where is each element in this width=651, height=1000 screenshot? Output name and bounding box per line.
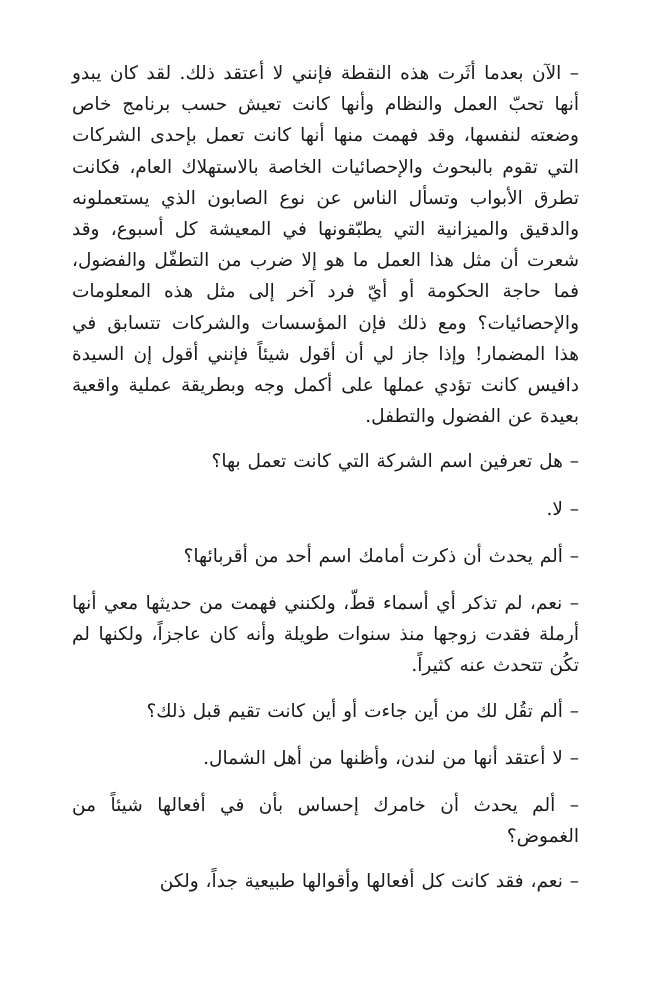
paragraph-4: – ألم يحدث أن ذكرت أمامك اسم أحد من أقربائها؟ [183,545,579,567]
paragraph-9: – نعم، فقد كانت كل أفعالها وأقوالها طبيعية جداً، ولكن [159,871,579,893]
paragraph-6: – ألم تقُل لك من أين جاءت أو أين كانت تقيم قبل ذلك؟ [146,700,579,722]
paragraph-8: – ألم يحدث أن خامرك إحساس بأن في أفعالها شيئاً من الغموض؟ [72,795,579,848]
paragraph-1: – الآن بعدما أثَرت هذه النقطة فإنني لا أعتقد ذلك. لقد كان يبدو أنها تحبّ العمل والنظام وأنها كانت تعيش حسب برنامج خاص وضعته لنفسها، وقد فهمت منها أنها كانت تعمل بإحدى الشركات التي تقوم بالبحوث والإحصائيات الخاصة بالاستهلاك العام، فكانت تطرق الأبواب وتسأل الناس عن نوع الصابون الذي يستعملونه والدقيق والميزانية التي يطبّقونها في المعيشة كل أسبوع، وقد شعرت أن مثل هذا العمل ما هو إلا ضرب من التطفّل والفضول، فما حاجة الحكومة أو أيّ فرد آخر إلى مثل هذه المعلومات والإحصائيات؟ ومع ذلك فإن المؤسسات والشركات تتسابق في هذا المضمار! وإذا جاز لي أن أقول شيئاً فإنني أقول إن السيدة دافيس كانت تؤدي عملها على أكمل وجه وبطريقة عملية واقعية بعيدة عن الفضول والتطفل. [72,63,579,428]
paragraph-2: – هل تعرفين اسم الشركة التي كانت تعمل بها؟ [211,451,579,473]
paragraph-5: – نعم، لم تذكر أي أسماء قطّ، ولكنني فهمت من حديثها معي أنها أرملة فقدت زوجها منذ سنوات طويلة وأنه كان عاجزاً، ولكنها لم تكُن تتحدث عنه كثيراً. [72,593,579,677]
paragraph-7: – لا أعتقد أنها من لندن، وأظنها من أهل الشمال. [203,747,579,769]
paragraph-3: – لا. [546,498,579,520]
